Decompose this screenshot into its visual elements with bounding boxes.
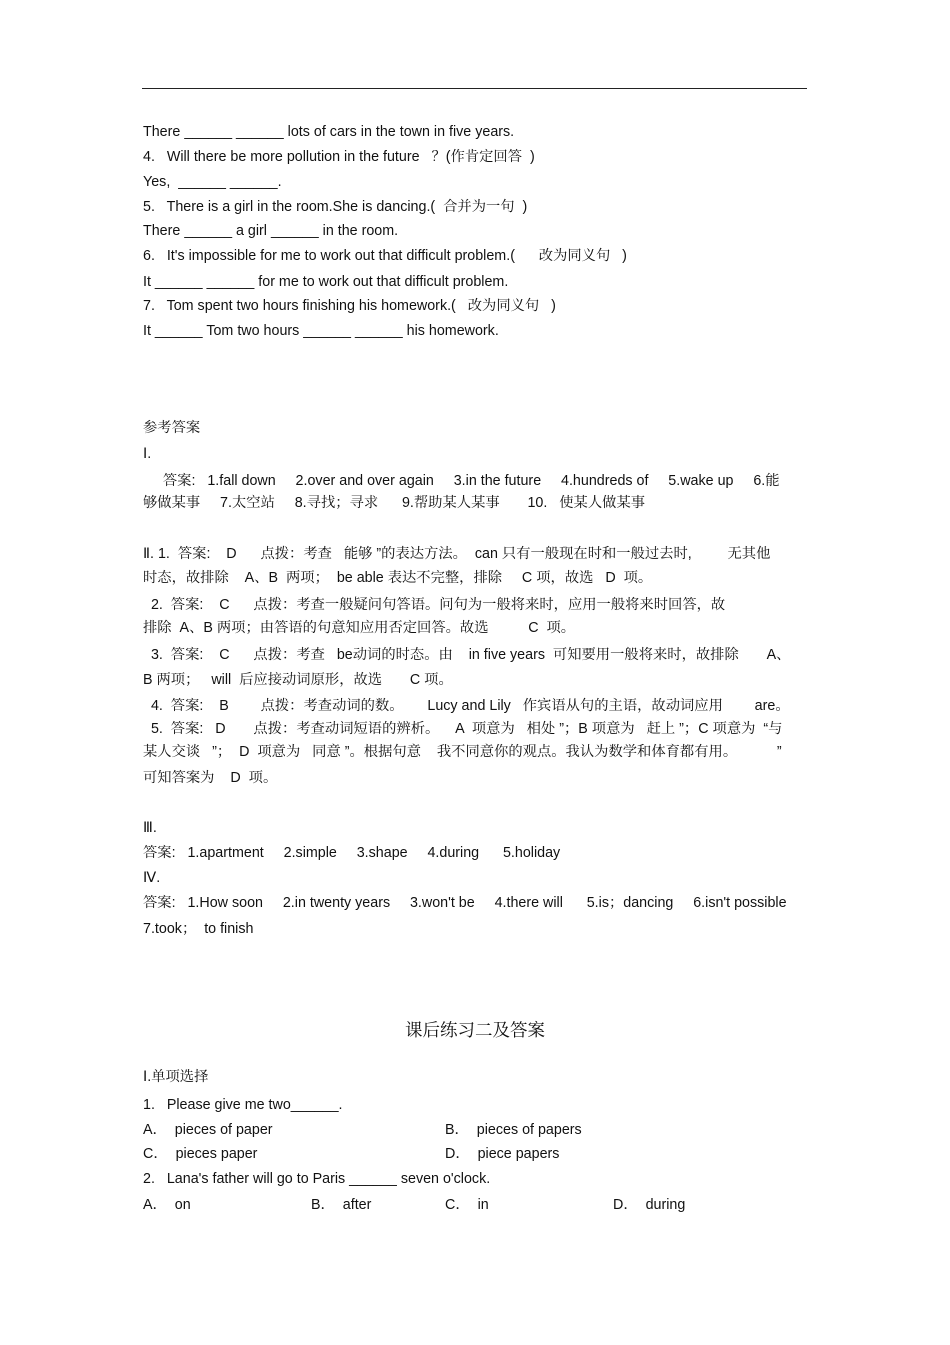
q1-option-d: D． piece papers <box>445 1146 560 1162</box>
q2-option-b: B． after <box>311 1197 372 1213</box>
answers-part2-line: B 两项； will 后应接动词原形，故选 C 项。 <box>143 672 453 688</box>
answers-part3-line: 答案: 1.apartment 2.simple 3.shape 4.during 5.holiday <box>143 845 561 861</box>
q1-option-b: B． pieces of papers <box>445 1122 582 1138</box>
answers-part2-line: 可知答案为 D 项。 <box>143 770 278 786</box>
answers-part2-line: 2. 答案: C 点拨：考查一般疑问句答语。问句为一般将来时，应用一般将来时回答，故 <box>143 597 726 613</box>
answers-part2-line: 3. 答案: C 点拨：考查 be动词的时态。由 in five years 可知要用一般将来时，故排除 A、 <box>143 647 791 663</box>
answers-part2-line: 4. 答案: B 点拨：考查动词的数。 Lucy and Lily 作宾语从句的主语，故动词应用 are。 <box>143 698 790 714</box>
answers-part1-label: Ⅰ. <box>143 446 152 462</box>
answers-part1-line: 够做某事 7.太空站 8.寻找；寻求 9.帮助某人某事 10. 使某人做某事 <box>143 495 646 511</box>
q2-option-c: C． in <box>445 1197 489 1213</box>
exercise-line: 7. Tom spent two hours finishing his homework.( 改为同义句 ) <box>143 298 556 314</box>
exercise-line: Yes, ______ ______. <box>143 174 282 190</box>
exercise-line: There ______ a girl ______ in the room. <box>143 223 399 239</box>
exercise-line: It ______ Tom two hours ______ ______ his homework. <box>143 323 499 339</box>
answers-part4-line: 答案: 1.How soon 2.in twenty years 3.won't be 4.there will 5.is；dancing 6.isn't possible <box>143 895 787 911</box>
answers-part3-label: Ⅲ. <box>143 820 157 836</box>
answers-part2-line: Ⅱ. 1. 答案: D 点拨：考查 能够 ”的表达方法。 can 只有一般现在时和一般过去时, 无其他 <box>143 546 771 562</box>
answers-part2-line: 某人交谈 ”； D 项意为 同意 ”。根据句意 我不同意你的观点。我认为数学和体育都有用。 ” <box>143 744 782 760</box>
q2-option-d: D． during <box>613 1197 686 1213</box>
exercise-line: 5. There is a girl in the room.She is dancing.( 合并为一句 ) <box>143 199 528 215</box>
answers-part1-line: 答案: 1.fall down 2.over and over again 3.in the future 4.hundreds of 5.wake up 6.能 <box>143 473 780 489</box>
section-heading: Ⅰ.单项选择 <box>143 1069 209 1085</box>
answers-part2-line: 时态，故排除 A、B 两项； be able 表达不完整，排除 C 项，故选 D 项。 <box>143 570 653 586</box>
answers-part2-line: 排除 A、B 两项；由答语的句意知应用否定回答。故选 C 项。 <box>143 620 576 636</box>
q1-option-a: A． pieces of paper <box>143 1122 273 1138</box>
answers-part4-label: Ⅳ. <box>143 870 161 886</box>
exercise-line: There ______ ______ lots of cars in the town in five years. <box>143 124 515 140</box>
answers-part4-line: 7.took； to finish <box>143 921 254 937</box>
question-2: 2. Lana's father will go to Paris ______ seven o'clock. <box>143 1171 491 1187</box>
exercise-line: 4. Will there be more pollution in the future ？(作肯定回答 ) <box>143 149 535 165</box>
exercise-line: 6. It's impossible for me to work out that difficult problem.( 改为同义句 ) <box>143 248 627 264</box>
exercise-line: It ______ ______ for me to work out that difficult problem. <box>143 274 509 290</box>
header-rule <box>142 88 807 89</box>
answers-part2-line: 5. 答案: D 点拨：考查动词短语的辨析。 A 项意为 相处 ”；B 项意为 赶上 ”；C 项意为 “与 <box>143 721 783 737</box>
q2-option-a: A． on <box>143 1197 191 1213</box>
section-title: 课后练习二及答案 <box>405 1021 545 1041</box>
answers-heading: 参考答案 <box>143 420 201 436</box>
q1-option-c: C． pieces paper <box>143 1146 258 1162</box>
question-1: 1. Please give me two______. <box>143 1097 343 1113</box>
